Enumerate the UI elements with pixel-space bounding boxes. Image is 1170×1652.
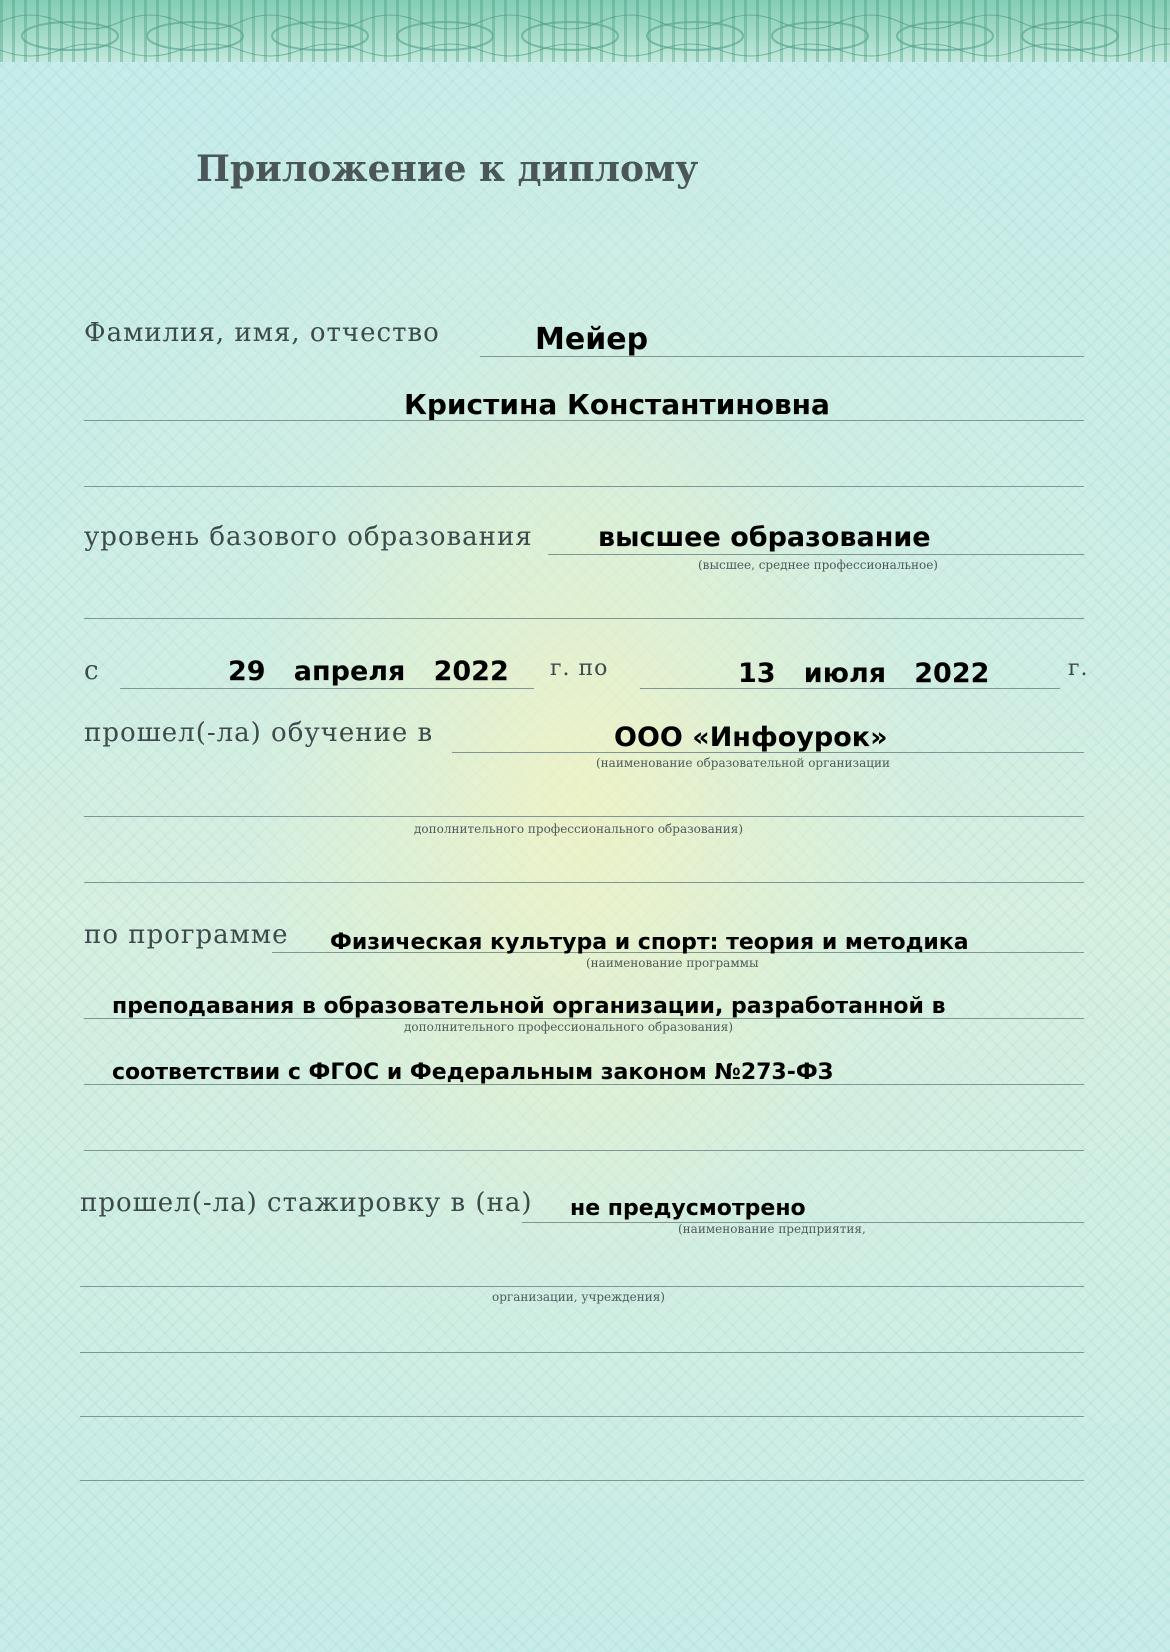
fio-name: Кристина Константиновна <box>404 388 830 421</box>
fio-surname: Мейер <box>535 322 649 357</box>
page-title: Приложение к диплому <box>196 148 699 190</box>
education-hint: (высшее, среднее профессиональное) <box>698 558 938 572</box>
education-value: высшее образование <box>598 522 931 553</box>
training-line-2 <box>84 816 1084 817</box>
period-from-value: 29 апреля 2022 <box>228 656 509 687</box>
internship-line-2 <box>80 1286 1084 1287</box>
internship-hint-1: (наименование предприятия, <box>678 1222 866 1236</box>
ornament-border-graphic <box>0 0 1170 62</box>
internship-hint-2: организации, учреждения) <box>492 1290 665 1304</box>
program-line-1-text: Физическая культура и спорт: теория и методика <box>330 930 969 955</box>
internship-line-5 <box>80 1480 1084 1481</box>
program-line-2-text: преподавания в образовательной организации, разработанной в <box>112 994 946 1019</box>
education-label: уровень базового образования <box>84 522 533 552</box>
period-from-label: с <box>84 656 100 686</box>
program-label: по программе <box>84 920 289 950</box>
internship-value: не предусмотрено <box>570 1196 806 1221</box>
training-line-3 <box>84 882 1084 883</box>
training-hint-1: (наименование образовательной организации <box>596 756 890 770</box>
fio-line-3 <box>84 486 1084 487</box>
program-line-4 <box>84 1150 1084 1151</box>
internship-line-3 <box>80 1352 1084 1353</box>
period-end-label: г. <box>1068 656 1089 681</box>
security-border-band <box>0 0 1170 62</box>
training-hint-2: дополнительного профессионального образования) <box>414 822 744 836</box>
period-mid-label: г. по <box>550 656 609 681</box>
training-label: прошел(-ла) обучение в <box>84 718 434 748</box>
period-from-line <box>120 688 534 689</box>
training-value: ООО «Инфоурок» <box>614 722 888 753</box>
program-line-3-text: соответствии с ФГОС и Федеральным законом №273-ФЗ <box>112 1060 834 1085</box>
program-hint-2: дополнительного профессионального образования) <box>404 1020 734 1034</box>
internship-line-4 <box>80 1416 1084 1417</box>
internship-label: прошел(-ла) стажировку в (на) <box>80 1188 533 1218</box>
education-line <box>548 554 1084 555</box>
education-line-2 <box>84 618 1084 619</box>
period-to-value: 13 июля 2022 <box>738 658 990 689</box>
program-hint-1: (наименование программы <box>586 956 759 970</box>
fio-label: Фамилия, имя, отчество <box>84 318 440 348</box>
